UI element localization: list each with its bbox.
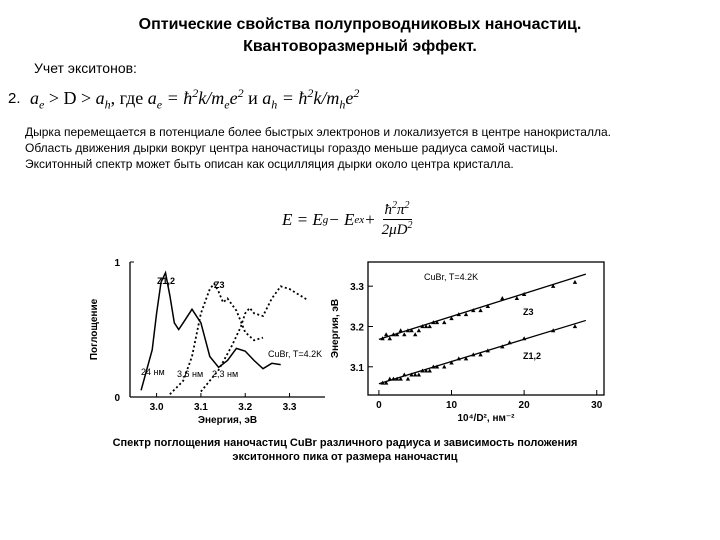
slide-title	[0, 14, 720, 58]
f2-pi-sq: 2	[404, 200, 410, 211]
caption-line-1: Спектр поглощения наночастиц CuBr различного радиуса и зависимость положения	[112, 437, 578, 449]
f1-ah: a	[262, 88, 272, 108]
right-data-point-0	[428, 324, 432, 328]
right-data-point-1	[388, 377, 392, 381]
right-data-point-1	[442, 364, 446, 368]
f2-den-sq: 2	[407, 220, 413, 231]
figure-caption	[0, 436, 690, 464]
right-data-point-0	[478, 308, 482, 312]
f2-g-sub: g	[322, 213, 329, 226]
caption-line-2: экситонного пика от размера наночастиц	[232, 451, 458, 463]
right-data-point-0	[398, 328, 402, 332]
item-number: 2.	[8, 90, 21, 107]
left-x-tick-label: 3.0	[149, 402, 164, 413]
para-line-3: Экситонный спектр может быть описан как осцилляция дырки около центра кристалла.	[25, 157, 514, 171]
right-x-axis-label: 10⁴/D², нм⁻²	[457, 413, 515, 424]
f2-hbar-sq: 2	[392, 200, 398, 211]
explanation-paragraph	[25, 124, 611, 172]
right-data-point-0	[442, 320, 446, 324]
f1-eq1: = ħ	[162, 88, 193, 108]
left-annotation-36nm: 3,6 нм	[177, 369, 204, 379]
f1-km2: k/m	[313, 88, 340, 108]
f1-e2: e	[345, 88, 354, 108]
title-line-1: Оптические свойства полупроводниковых наночастиц.	[138, 16, 582, 33]
f1-ah-sub: h	[271, 97, 278, 112]
left-y-axis-label: Поглощение	[89, 298, 100, 361]
left-x-tick-label: 3.3	[282, 402, 297, 413]
f2-ex-sub: ex	[354, 213, 365, 226]
f1-exp2: 2	[237, 86, 244, 100]
f1-km1: k/m	[198, 88, 225, 108]
left-annotation-24nm: 24 нм	[141, 367, 165, 377]
f1-ae-sub: e	[156, 97, 163, 112]
right-data-point-0	[573, 280, 577, 284]
right-y-tick-label: 3.3	[350, 282, 364, 294]
f1-me-sub: e	[224, 97, 230, 112]
f1-a: a	[30, 88, 39, 108]
f2-plus: +	[364, 209, 376, 229]
right-data-point-1	[402, 373, 406, 377]
f2-fraction	[380, 200, 415, 239]
right-data-point-0	[500, 296, 504, 300]
f2-numerator	[383, 200, 412, 220]
f2-den: 2μD	[381, 222, 408, 238]
right-x-tick-label: 30	[591, 400, 603, 411]
f1-mh-sub: h	[339, 97, 346, 112]
right-data-point-0	[417, 328, 421, 332]
title-line-2: Квантоворазмерный эффект.	[243, 38, 477, 55]
right-y-axis-label: Энергия, эВ	[330, 298, 341, 359]
f2-minus: − E	[328, 209, 355, 229]
energy-formula	[282, 200, 414, 239]
f1-where: , где	[110, 88, 148, 108]
f1-gt: > D >	[44, 88, 96, 108]
right-data-point-0	[413, 332, 417, 336]
left-annotation-z3: Z3	[214, 280, 225, 290]
f1-exp3: 2	[307, 86, 314, 100]
f1-e1: e	[229, 88, 238, 108]
right-data-point-0	[384, 332, 388, 336]
f1-exp1: 2	[192, 86, 199, 100]
left-annotation-z12: Z1,2	[157, 276, 176, 286]
f1-ae: a	[147, 88, 157, 108]
right-data-point-1	[417, 373, 421, 377]
right-data-point-1	[507, 340, 511, 344]
right-y-tick-label: 3.1	[350, 362, 364, 374]
f2-lhs: E = E	[282, 209, 323, 229]
left-y-tick-label: 0	[114, 393, 120, 404]
f2-hbar: ħ	[384, 202, 393, 218]
f1-exp4: 2	[353, 86, 360, 100]
f1-a-sub: e	[39, 97, 45, 112]
subtitle: Учет экситонов:	[34, 60, 137, 76]
right-x-tick-label: 20	[518, 400, 530, 411]
right-annotation-z12: Z1,2	[523, 351, 542, 361]
f1-eq2: = ħ	[277, 88, 308, 108]
para-line-2: Область движения дырки вокруг центра наночастицы гораздо меньше радиуса самой частицы.	[25, 141, 559, 155]
f1-b: a	[95, 88, 105, 108]
para-line-1: Дырка перемещается в потенциале более быстрых электронов и локализуется в центре нанокристалла.	[25, 125, 611, 139]
left-x-tick-label: 3.2	[238, 402, 253, 413]
left-annotation-23nm: 2,3 нм	[212, 369, 239, 379]
left-annotation-material: CuBr, T=4.2K	[268, 349, 323, 359]
left-y-tick-label: 1	[114, 258, 120, 269]
right-data-point-1	[406, 377, 410, 381]
f1-and: и	[243, 88, 263, 108]
right-annotation-material: CuBr, T=4.2K	[424, 272, 479, 282]
right-y-tick-label: 3.2	[350, 322, 364, 334]
f2-pi: π	[397, 202, 405, 218]
f1-b-sub: h	[104, 97, 111, 112]
right-x-tick-label: 10	[445, 400, 458, 411]
right-x-tick-label: 0	[376, 400, 382, 411]
right-annotation-z3: Z3	[523, 307, 534, 317]
left-x-axis-label: Энергия, эВ	[197, 415, 258, 426]
right-data-point-0	[402, 332, 406, 336]
left-x-tick-label: 3.1	[193, 402, 208, 413]
condition-formula	[30, 86, 359, 113]
f2-denominator	[380, 220, 415, 239]
